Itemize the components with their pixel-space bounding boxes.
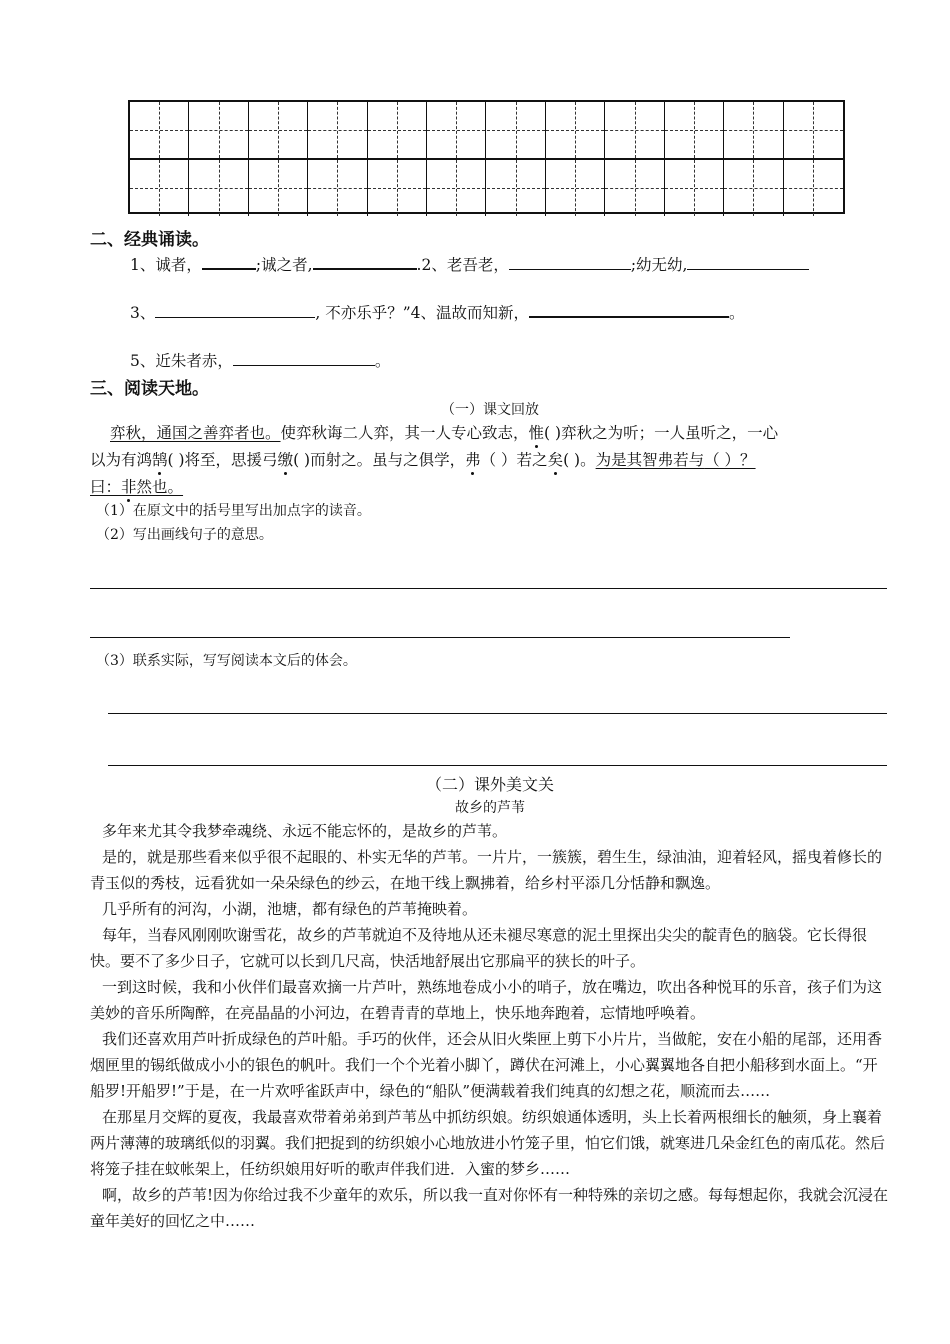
recitation-text: .2、老吾老， [416,256,509,274]
recitation-line-2 [130,300,745,323]
grid-cell[interactable] [605,102,664,158]
passage-text: 使弈秋诲二人弈，其一人专心致志， [280,424,529,442]
grid-guide [219,102,220,158]
answer-line[interactable] [108,765,887,766]
dotted-char: 缴 [277,451,294,469]
grid-cell[interactable] [784,102,843,158]
grid-cell[interactable] [784,160,843,216]
grid-cell[interactable] [189,160,248,216]
essay-title: 故乡的芦苇 [455,800,525,816]
writing-grid-row [130,158,843,216]
underlined-sentence: 然也。 [136,478,184,496]
grid-cell[interactable] [546,102,605,158]
section-2-title: 二、经典诵读。 [90,230,209,250]
essay-paragraph: 几乎所有的河沟，小湖，池塘，都有绿色的芦苇掩映着。 [102,900,478,918]
section-3-title: 三、阅读天地。 [90,379,209,399]
answer-blank[interactable] [509,253,631,270]
answer-blank[interactable] [529,300,729,318]
grid-guide [278,160,279,216]
grid-guide [575,160,576,216]
grid-guide [694,102,695,158]
recitation-text: ;诚之者, [255,256,313,274]
answer-line[interactable] [90,637,790,638]
recitation-line-3 [130,349,390,371]
grid-guide [516,102,517,158]
grid-guide [813,160,814,216]
grid-cell[interactable] [487,102,546,158]
grid-guide [337,160,338,216]
recitation-text: ;幼无幼, [630,256,688,274]
grid-cell[interactable] [427,102,486,158]
passage-text: ( )将至，思援弓 [167,451,278,469]
grid-guide [278,102,279,158]
grid-guide [159,102,160,158]
essay-paragraph: 是的，就是那些看来似乎很不起眼的、朴实无华的芦苇。一片片，一簇簇，碧生生，绿油油，迎着轻风，摇曳着修长的青玉似的秀枝，远看犹如一朵朵绿色的纱云，在地干线上飘拂着，给乡村平添几分恬静和飘逸。 [90,848,883,892]
grid-cell[interactable] [665,160,724,216]
grid-guide [456,102,457,158]
grid-guide [159,160,160,216]
grid-guide [337,102,338,158]
dotted-char: 非 [121,478,137,496]
classical-passage [90,420,890,501]
recitation-text: 1、诚者， [130,256,202,274]
grid-cell[interactable] [189,102,248,158]
grid-cell[interactable] [724,160,783,216]
question-1: （1）在原文中的括号里写出加点字的读音。 [96,503,371,519]
answer-blank[interactable] [313,252,417,270]
grid-guide [575,102,576,158]
grid-cell[interactable] [546,160,605,216]
grid-cell[interactable] [308,102,367,158]
writing-grid-row [130,102,843,158]
essay-paragraph: 啊，故乡的芦苇!因为你给过我不少童年的欢乐，所以我一直对你怀有一种特殊的亲切之感。每每想起你，我就会沉浸在童年美好的回忆之中…… [90,1186,889,1230]
dotted-char: 惟 [528,424,545,442]
passage-text: ( )而射之。虽与之俱学， [293,451,466,469]
grid-cell[interactable] [724,102,783,158]
answer-blank[interactable] [155,301,315,318]
recitation-text: , 不亦乐乎？”4、温故而知新， [315,304,530,322]
answer-line[interactable] [90,588,887,589]
dotted-char: 弗 [465,451,481,469]
essay-body [90,818,890,1234]
grid-guide [635,160,636,216]
recitation-text: 3、 [130,304,156,322]
underlined-sentence: 弈秋，通国之善弈者也。 [110,424,281,442]
recitation-text: 。 [729,304,745,322]
recitation-text: 。 [374,352,391,370]
essay-paragraph: 我们还喜欢用芦叶折成绿色的芦叶船。手巧的伙伴，还会从旧火柴匣上剪下小片片，当做舵，安在小船的尾部，还用香烟匣里的锡纸做成小小的银色的帆叶。我们一个个光着小脚丫，蹲伏在河滩上，小心翼翼地各自把小船移到水面上。“开船罗!开船罗!”于是，在一片欢呼雀跃声中，绿色的“船队”便满载着我们纯真的幻想之花，顺流而去…… [90,1030,883,1100]
part-2-heading: （二）课外美文关 [425,775,554,794]
grid-cell[interactable] [130,102,189,158]
underlined-sentence: 曰： [90,478,122,496]
passage-text: ( )。 [563,451,596,469]
grid-guide [397,102,398,158]
answer-blank[interactable] [687,253,809,270]
underlined-sentence: 为是其智弗若与 [595,451,705,469]
answer-blank[interactable] [233,349,375,366]
grid-cell[interactable] [368,102,427,158]
essay-paragraph: 在那星月交辉的夏夜，我最喜欢带着弟弟到芦苇丛中抓纺织娘。纺织娘通体透明，头上长着两根细长的触须，身上襄着两片薄薄的玻璃纸似的羽翼。我们把捉到的纺织娘小心地放进小竹笼子里，怕它们饿，就寒进几朵金红色的南瓜花。然后将笼子挂在蚊帐架上，任纺织娘用好听的歌声伴我们进．入蜜的梦乡…… [90,1108,886,1178]
passage-line [90,420,890,447]
answer-blank[interactable] [202,252,256,270]
part-1-heading: （一）课文回放 [441,402,539,418]
writing-grid[interactable] [128,100,845,214]
essay-paragraph: 多年来尤其令我梦牵魂绕、永远不能忘怀的，是故乡的芦苇。 [102,822,508,840]
question-3: （3）联系实际，写写阅读本文后的体会。 [96,653,357,669]
grid-guide [753,102,754,158]
grid-cell[interactable] [427,160,486,216]
recitation-text: 5、近朱者赤， [130,352,233,370]
passage-text: （ ）若之 [480,451,548,469]
question-2: （2）写出画线句子的意思。 [96,527,273,543]
grid-cell[interactable] [368,160,427,216]
grid-guide [694,160,695,216]
essay-paragraph: 一到这时候，我和小伙伴们最喜欢摘一片芦叶，熟练地卷成小小的哨子，放在嘴边，吹出各种悦耳的乐音，孩子们为这美妙的音乐所陶醉，在亮晶晶的小河边，在碧青青的草地上，快乐地奔跑着，忘情地呼唤着。 [90,978,883,1022]
grid-guide [813,102,814,158]
dotted-char: 鹄 [152,451,168,469]
grid-cell[interactable] [487,160,546,216]
grid-cell[interactable] [130,160,189,216]
essay-paragraph: 每年，当春风刚刚吹谢雪花，故乡的芦苇就迫不及待地从还未褪尽寒意的泥土里探出尖尖的靛青色的脑袋。它长得很快。要不了多少日子，它就可以长到几尺高，快活地舒展出它那扁平的狭长的叶子。 [90,926,868,970]
passage-line [90,474,890,501]
answer-line[interactable] [108,713,887,714]
grid-guide [219,160,220,216]
grid-cell[interactable] [605,160,664,216]
dotted-char: 矣 [547,451,564,469]
grid-cell[interactable] [249,160,308,216]
grid-guide [635,102,636,158]
grid-guide [753,160,754,216]
grid-guide [397,160,398,216]
grid-guide [456,160,457,216]
recitation-line-1 [130,252,809,275]
passage-line [90,447,890,474]
grid-guide [516,160,517,216]
underlined-sentence: （ ）？ [704,451,756,469]
grid-cell[interactable] [665,102,724,158]
grid-cell[interactable] [249,102,308,158]
passage-text: 以为有鸿 [90,451,153,469]
grid-cell[interactable] [308,160,367,216]
passage-text: ( )弈秋之为听；一人虽听之，一心 [544,424,779,442]
